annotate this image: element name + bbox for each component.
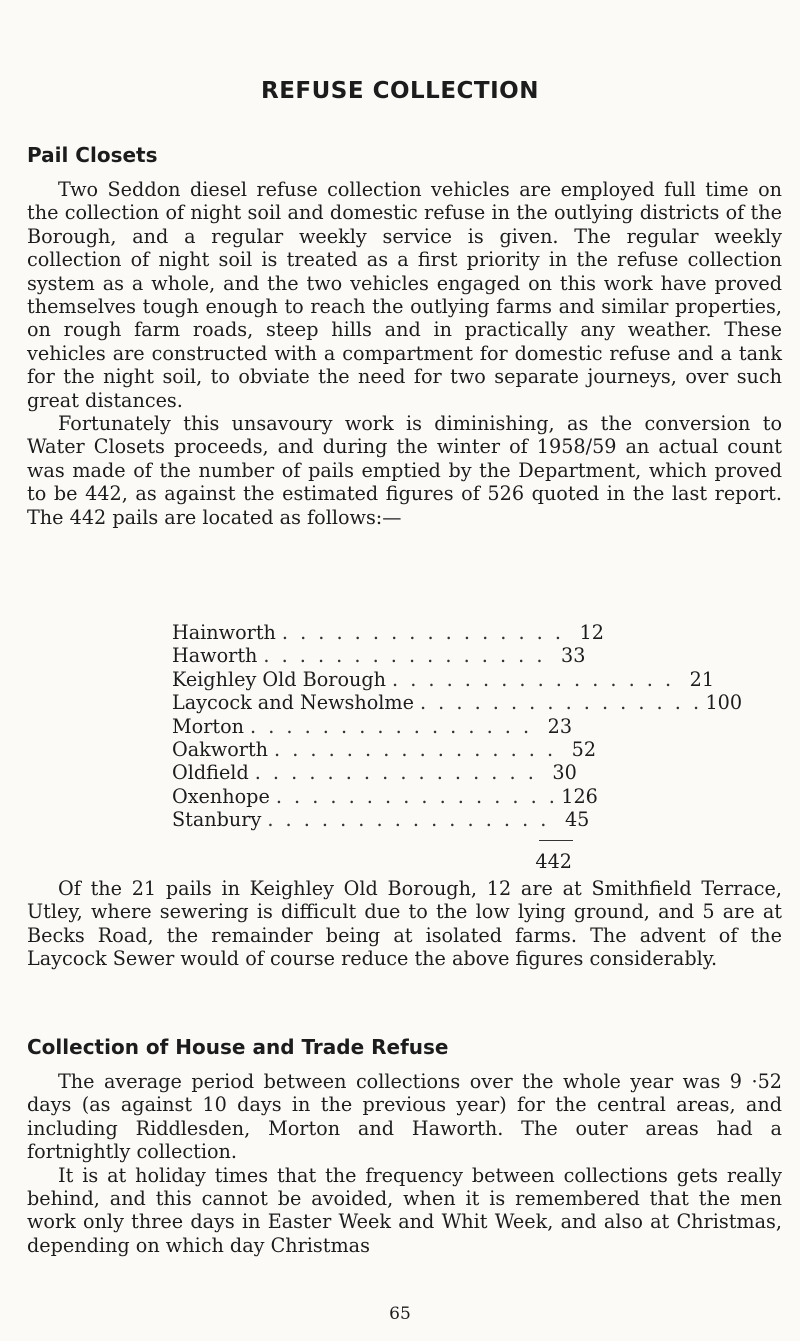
pail-count-table <box>172 621 743 832</box>
section-body-house-trade-refuse <box>27 1070 782 1257</box>
table-row: Laycock and Newsholme . . . . . . . . . . . . . . . . 100 <box>172 691 743 715</box>
pail-count: 30 <box>552 761 577 785</box>
page-title: REFUSE COLLECTION <box>261 78 539 104</box>
paragraph: It is at holiday times that the frequency between collections gets really behind, and this cannot be avoided, when it is remembered that the men work only three days in Easter Week and Whit Week, and also at Christmas, depending on which day Christmas <box>27 1163 782 1257</box>
place-name: Laycock and Newsholme <box>172 691 414 715</box>
table-row: Oakworth . . . . . . . . . . . . . . . . 52 <box>172 737 597 761</box>
table-row: Oldfield . . . . . . . . . . . . . . . . 30 <box>172 761 577 785</box>
pail-count: 100 <box>705 691 743 715</box>
place-name: Oldfield <box>172 761 249 785</box>
place-name: Stanbury <box>172 808 262 832</box>
pail-count: 52 <box>571 737 597 761</box>
paragraph: Fortunately this unsavoury work is diminishing, as the conversion to Water Closets proceeds, and during the winter of 1958/59 an actual count was made of the number of pails emptied by the Department, which proved to be 442, as against the estimated figures of 526 quoted in the last report. The 442 pails are located as follows:— <box>27 412 782 529</box>
pail-count: 23 <box>547 714 573 738</box>
table-row: Haworth . . . . . . . . . . . . . . . . 33 <box>172 644 586 668</box>
place-name: Keighley Old Borough <box>172 667 387 691</box>
pail-count: 126 <box>561 784 598 808</box>
place-name: Oakworth <box>172 737 269 761</box>
page-number: 65 <box>389 1304 411 1324</box>
place-name: Morton <box>172 714 244 738</box>
section-heading-house-trade-refuse: Collection of House and Trade Refuse <box>27 1035 449 1059</box>
place-name: Haworth <box>172 644 258 668</box>
place-name: Hainworth <box>172 621 276 644</box>
place-name: Oxenhope <box>172 784 270 808</box>
paragraph: Of the 21 pails in Keighley Old Borough, 12 are at Smithfield Terrace, Utley, where sewering is difficult due to the low lying ground, and 5 are at Becks Road, the remainder being at isolated farms. The advent of the Laycock Sewer would of course reduce the above figures considerably. <box>27 877 782 971</box>
table-row: Keighley Old Borough . . . . . . . . . . . . . . . . 21 <box>172 667 715 691</box>
pail-total: 442 <box>535 850 572 873</box>
paragraph-keighley-note <box>27 877 782 971</box>
paragraph: Two Seddon diesel refuse collection vehicles are employed full time on the collection of night soil and domestic refuse in the outlying districts of the Borough, and a regular weekly service is given. The regular weekly collection of night soil is treated as a first priority in the refuse collection system as a whole, and the two vehicles engaged on this work have proved themselves tough enough to reach the outlying farms and similar properties, on rough farm roads, steep hills and in practically any weather. These vehicles are constructed with a compartment for domestic refuse and a tank for the night soil, to obviate the need for two separate journeys, over such great distances. <box>27 178 782 412</box>
section-body-pail-closets <box>27 178 782 529</box>
section-heading-pail-closets: Pail Closets <box>27 143 158 167</box>
pail-count: 45 <box>564 808 590 832</box>
table-row: Morton . . . . . . . . . . . . . . . . 23 <box>172 714 573 738</box>
table-row: Hainworth . . . . . . . . . . . . . . . . 12 <box>172 621 604 644</box>
paragraph: The average period between collections over the whole year was 9 ·52 days (as against 10 days in the previous year) for the central areas, and including Riddlesden, Morton and Haworth. The outer areas had a fortnightly collection. <box>27 1070 782 1164</box>
table-row: Stanbury . . . . . . . . . . . . . . . . 45 <box>172 808 590 832</box>
total-rule <box>539 840 573 841</box>
table-row: Oxenhope . . . . . . . . . . . . . . . . 126 <box>172 784 598 808</box>
pail-count: 21 <box>689 667 715 691</box>
pail-count: 33 <box>561 644 586 668</box>
pail-count: 12 <box>579 621 604 644</box>
